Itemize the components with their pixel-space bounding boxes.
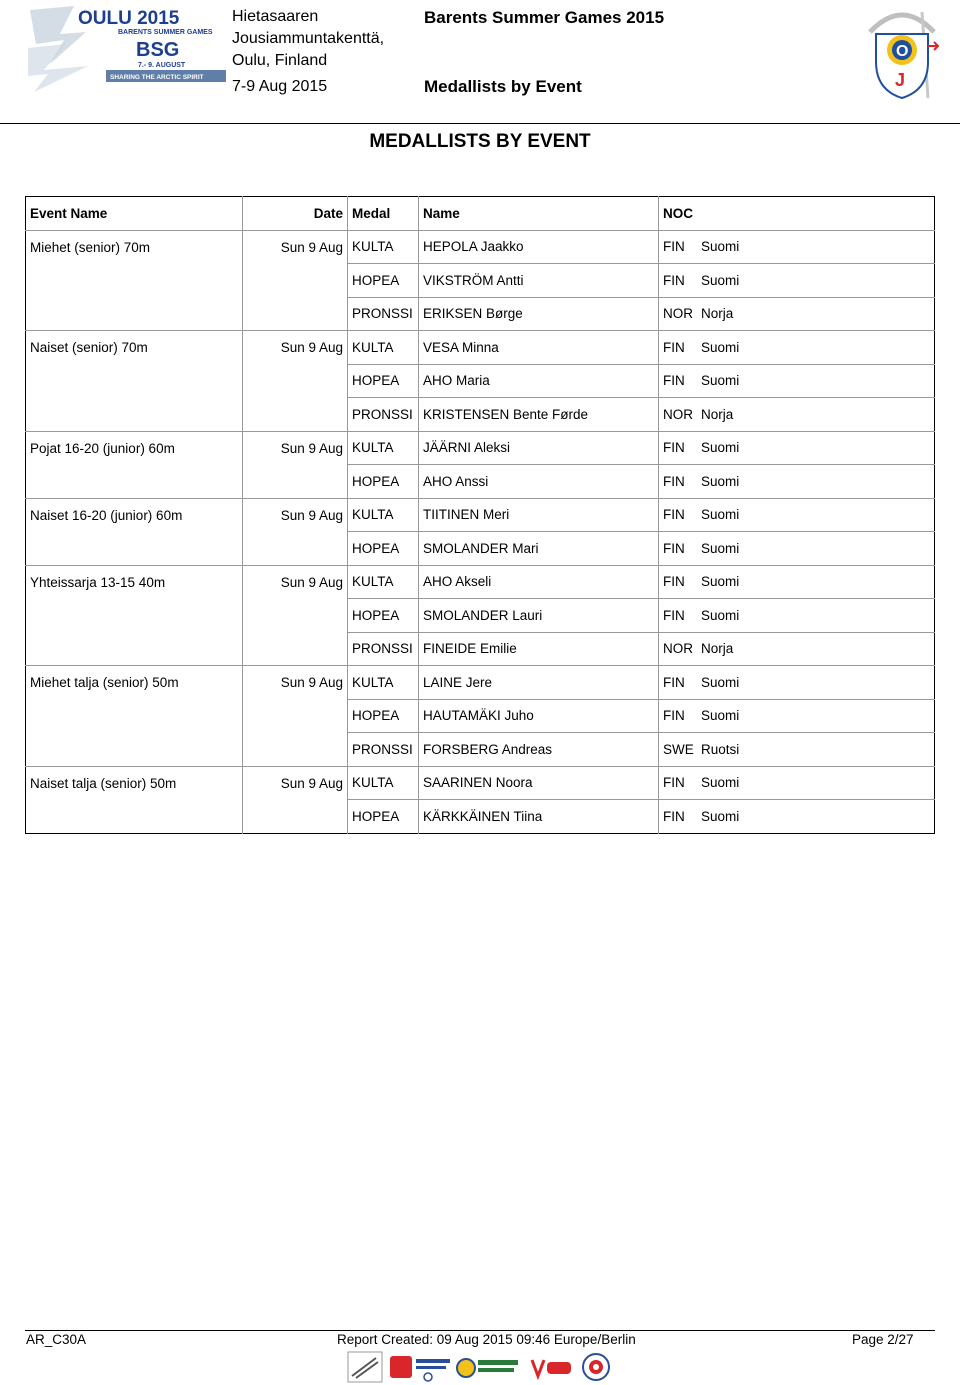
date-cell (243, 297, 348, 331)
noc-cell: SWE (659, 733, 698, 767)
riksidrotts-logo (457, 1359, 518, 1377)
noc-cell: FIN (659, 264, 698, 298)
logo-text-slogan: SHARING THE ARCTIC SPIRIT (110, 74, 204, 81)
noc-cell: FIN (659, 565, 698, 599)
name-cell: KRISTENSEN Bente Førde (419, 398, 659, 432)
date-cell (243, 699, 348, 733)
country-cell: Suomi (697, 599, 935, 633)
date-cell: Sun 9 Aug (243, 230, 348, 264)
event-cell (26, 599, 243, 633)
medal-cell: HOPEA (348, 800, 419, 834)
country-cell: Norja (697, 297, 935, 331)
country-cell: Suomi (697, 766, 935, 800)
medal-cell: HOPEA (348, 599, 419, 633)
medal-cell: PRONSSI (348, 398, 419, 432)
name-cell: FORSBERG Andreas (419, 733, 659, 767)
date-cell (243, 632, 348, 666)
name-cell: FINEIDE Emilie (419, 632, 659, 666)
date-cell (243, 264, 348, 298)
name-cell: SMOLANDER Lauri (419, 599, 659, 633)
event-cell: Naiset 16-20 (junior) 60m (26, 498, 243, 532)
page-heading: MEDALLISTS BY EVENT (369, 131, 591, 152)
name-cell: HAUTAMÄKI Juho (419, 699, 659, 733)
noc-cell: NOR (659, 297, 698, 331)
event-cell (26, 465, 243, 499)
logo-text-main: OULU 2015 (78, 8, 180, 29)
event-cell (26, 532, 243, 566)
date-cell (243, 364, 348, 398)
country-cell: Suomi (697, 800, 935, 834)
medal-cell: PRONSSI (348, 733, 419, 767)
logo-text-bsg: BSG (136, 39, 180, 61)
medallists-table (25, 196, 935, 834)
medal-cell: KULTA (348, 498, 419, 532)
name-cell: VIKSTRÖM Antti (419, 264, 659, 298)
noc-cell: NOR (659, 632, 698, 666)
date-cell: Sun 9 Aug (243, 666, 348, 700)
venue-line: Hietasaaren (232, 8, 319, 25)
table-row (26, 297, 935, 331)
noc-cell: FIN (659, 465, 698, 499)
venue-block (232, 6, 384, 72)
country-cell: Norja (697, 398, 935, 432)
noc-cell: FIN (659, 331, 698, 365)
noc-cell: FIN (659, 800, 698, 834)
event-cell (26, 297, 243, 331)
table-body (26, 230, 935, 833)
medal-cell: HOPEA (348, 364, 419, 398)
country-cell: Norja (697, 632, 935, 666)
country-cell: Suomi (697, 431, 935, 465)
noc-cell: FIN (659, 364, 698, 398)
table-row (26, 264, 935, 298)
venue-line: Jousiammuntakenttä, (232, 30, 385, 47)
table-row (26, 465, 935, 499)
date-cell (243, 398, 348, 432)
report-header (0, 0, 960, 122)
name-cell: ERIKSEN Børge (419, 297, 659, 331)
country-cell: Suomi (697, 465, 935, 499)
table-row (26, 632, 935, 666)
table-row (26, 364, 935, 398)
noc-cell: FIN (659, 599, 698, 633)
event-cell (26, 364, 243, 398)
footer-divider (25, 1330, 935, 1331)
table-row (26, 599, 935, 633)
norges-logo (390, 1356, 450, 1381)
noc-cell: FIN (659, 766, 698, 800)
event-dates: 7-9 Aug 2015 (232, 78, 328, 95)
table-row (26, 431, 935, 465)
country-cell: Suomi (697, 565, 935, 599)
name-cell: JÄÄRNI Aleksi (419, 431, 659, 465)
column-header-event: Event Name (26, 197, 243, 231)
table-row (26, 666, 935, 700)
name-cell: HEPOLA Jaakko (419, 230, 659, 264)
table-row (26, 230, 935, 264)
archery-logo-letter-o: O (896, 43, 909, 60)
table-row (26, 733, 935, 767)
date-cell: Sun 9 Aug (243, 498, 348, 532)
table-row (26, 532, 935, 566)
name-cell: AHO Anssi (419, 465, 659, 499)
date-cell (243, 465, 348, 499)
date-cell (243, 532, 348, 566)
event-cell (26, 800, 243, 834)
event-cell: Miehet talja (senior) 50m (26, 666, 243, 700)
event-cell (26, 264, 243, 298)
noc-cell: FIN (659, 666, 698, 700)
country-cell: Suomi (697, 331, 935, 365)
event-cell (26, 699, 243, 733)
medal-cell: KULTA (348, 230, 419, 264)
table-row (26, 498, 935, 532)
header-divider (0, 123, 960, 124)
noc-cell: NOR (659, 398, 698, 432)
country-cell: Suomi (697, 264, 935, 298)
archery-federation-logo (862, 2, 942, 102)
event-cell: Miehet (senior) 70m (26, 230, 243, 264)
column-header-medal: Medal (348, 197, 419, 231)
medal-cell: KULTA (348, 331, 419, 365)
oulu-2015-bsg-logo (26, 4, 231, 94)
event-cell: Naiset talja (senior) 50m (26, 766, 243, 800)
date-cell: Sun 9 Aug (243, 431, 348, 465)
noc-cell: FIN (659, 532, 698, 566)
name-cell: SMOLANDER Mari (419, 532, 659, 566)
noc-cell: FIN (659, 498, 698, 532)
country-cell: Suomi (697, 532, 935, 566)
sponsor-logos (346, 1350, 616, 1384)
medal-cell: KULTA (348, 431, 419, 465)
table-row (26, 699, 935, 733)
country-cell: Suomi (697, 364, 935, 398)
page-number: Page 2/27 (852, 1332, 914, 1347)
date-cell: Sun 9 Aug (243, 565, 348, 599)
country-cell: Ruotsi (697, 733, 935, 767)
name-cell: KÄRKKÄINEN Tiina (419, 800, 659, 834)
date-cell: Sun 9 Aug (243, 331, 348, 365)
venue-line: Oulu, Finland (232, 52, 328, 69)
archery-logo-letter-j: J (895, 70, 906, 90)
report-created: Report Created: 09 Aug 2015 09:46 Europe/Berlin (337, 1332, 636, 1347)
logo-text-sub: BARENTS SUMMER GAMES (118, 29, 213, 36)
country-cell: Suomi (697, 498, 935, 532)
country-cell: Suomi (697, 699, 935, 733)
event-cell (26, 733, 243, 767)
name-cell: AHO Maria (419, 364, 659, 398)
medal-cell: PRONSSI (348, 632, 419, 666)
date-cell (243, 800, 348, 834)
column-header-noc: NOC (659, 197, 935, 231)
report-title: Medallists by Event (424, 77, 582, 96)
noc-cell: FIN (659, 230, 698, 264)
date-cell: Sun 9 Aug (243, 766, 348, 800)
ski-logo (348, 1352, 382, 1382)
name-cell: SAARINEN Noora (419, 766, 659, 800)
medal-cell: PRONSSI (348, 297, 419, 331)
medal-cell: HOPEA (348, 264, 419, 298)
event-cell (26, 398, 243, 432)
date-cell (243, 733, 348, 767)
name-cell: VESA Minna (419, 331, 659, 365)
table-row (26, 800, 935, 834)
table-row (26, 331, 935, 365)
valo-logo (532, 1360, 571, 1376)
table-row (26, 766, 935, 800)
table-row (26, 398, 935, 432)
event-cell (26, 632, 243, 666)
medal-cell: HOPEA (348, 465, 419, 499)
logo-text-dates: 7.- 9. AUGUST (138, 62, 186, 69)
medal-cell: KULTA (348, 766, 419, 800)
name-cell: AHO Akseli (419, 565, 659, 599)
date-cell (243, 599, 348, 633)
report-code: AR_C30A (26, 1332, 87, 1347)
name-cell: LAINE Jere (419, 666, 659, 700)
noc-cell: FIN (659, 431, 698, 465)
event-cell: Naiset (senior) 70m (26, 331, 243, 365)
table-header-row (26, 197, 935, 231)
medal-cell: HOPEA (348, 532, 419, 566)
games-title: Barents Summer Games 2015 (424, 8, 665, 27)
event-cell: Pojat 16-20 (junior) 60m (26, 431, 243, 465)
event-cell: Yhteissarja 13-15 40m (26, 565, 243, 599)
noc-cell: FIN (659, 699, 698, 733)
medal-cell: KULTA (348, 565, 419, 599)
federation-logo (583, 1354, 609, 1380)
country-cell: Suomi (697, 230, 935, 264)
country-cell: Suomi (697, 666, 935, 700)
name-cell: TIITINEN Meri (419, 498, 659, 532)
medal-cell: HOPEA (348, 699, 419, 733)
table-row (26, 565, 935, 599)
medal-cell: KULTA (348, 666, 419, 700)
column-header-date: Date (243, 197, 348, 231)
column-header-name: Name (419, 197, 659, 231)
